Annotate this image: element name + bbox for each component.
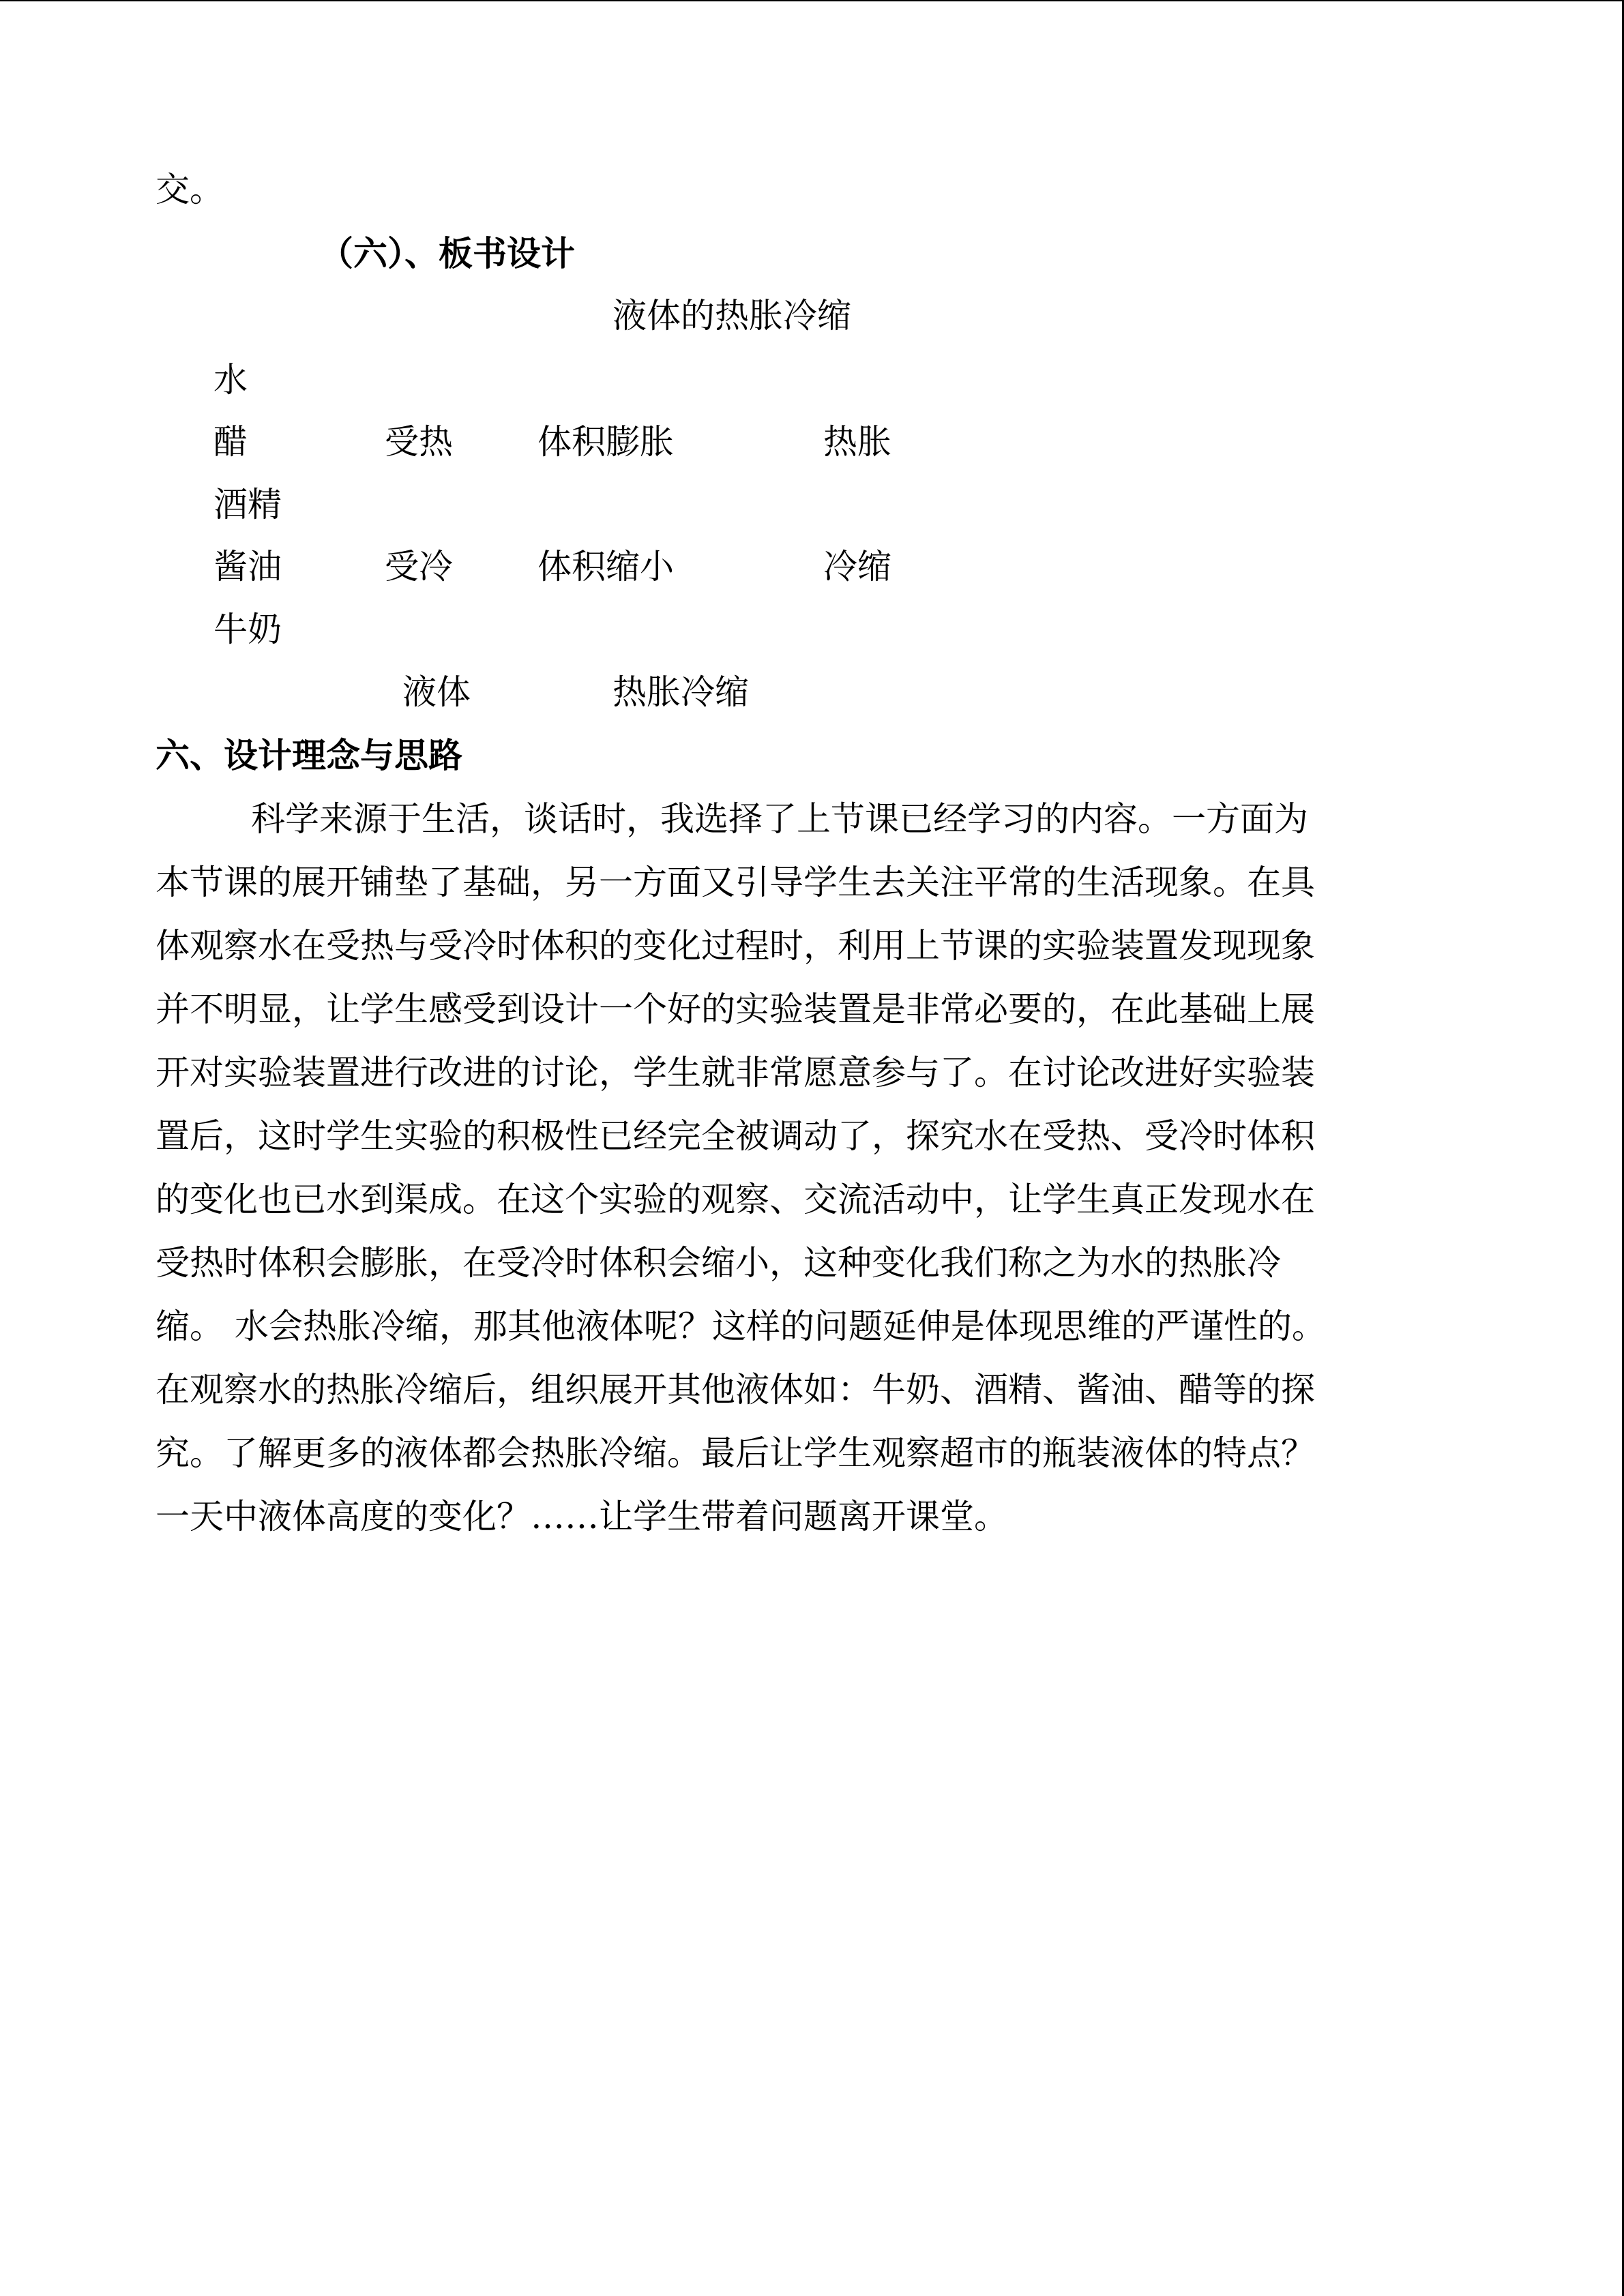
heat-condition: 受热: [385, 422, 453, 462]
paragraph-line: 并不明显，让学生感受到设计一个好的实验装置是非常必要的，在此基础上展: [156, 989, 1315, 1029]
liquid-vinegar: 醋: [213, 422, 248, 462]
section-six-heading: 六、设计理念与思路: [156, 735, 462, 775]
board-design-heading: （六）、板书设计: [319, 233, 575, 273]
liquid-water: 水: [213, 360, 248, 400]
board-design-title: 液体的热胀冷缩: [612, 296, 851, 336]
paragraph-line: 科学来源于生活，谈话时，我选择了上节课已经学习的内容。一方面为: [251, 799, 1308, 839]
summary-subject: 液体: [402, 672, 471, 712]
paragraph-line: 在观察水的热胀冷缩后，组织展开其他液体如：牛奶、酒精、酱油、醋等的探: [156, 1370, 1315, 1410]
paragraph-line: 究。了解更多的液体都会热胀冷缩。最后让学生观察超市的瓶装液体的特点？: [156, 1433, 1315, 1473]
paragraph-line: 受热时体积会膨胀，在受冷时体积会缩小，这种变化我们称之为水的热胀冷: [156, 1243, 1281, 1283]
liquid-alcohol: 酒精: [213, 485, 282, 524]
liquid-milk: 牛奶: [213, 610, 282, 649]
paragraph-line: 缩。 水会热胀冷缩，那其他液体呢？这样的问题延伸是体现思维的严谨性的。: [156, 1307, 1326, 1346]
heat-term: 热胀: [823, 422, 891, 462]
paragraph-line: 开对实验装置进行改进的讨论，学生就非常愿意参与了。在讨论改进好实验装: [156, 1053, 1315, 1092]
cold-term: 冷缩: [823, 547, 891, 586]
liquid-soy-sauce: 酱油: [213, 547, 282, 586]
heat-effect: 体积膨胀: [537, 422, 674, 462]
page-top-border: [0, 0, 1624, 1]
continuation-text: 交。: [156, 170, 224, 209]
cold-effect: 体积缩小: [537, 547, 674, 586]
paragraph-line: 体观察水在受热与受冷时体积的变化过程时，利用上节课的实验装置发现现象: [156, 926, 1315, 966]
paragraph-line: 一天中液体高度的变化？……让学生带着问题离开课堂。: [156, 1497, 1008, 1536]
cold-condition: 受冷: [385, 547, 453, 586]
paragraph-line: 置后，这时学生实验的积极性已经完全被调动了，探究水在受热、受冷时体积: [156, 1116, 1315, 1156]
paragraph-line: 本节课的展开铺垫了基础，另一方面又引导学生去关注平常的生活现象。在具: [156, 863, 1315, 902]
summary-conclusion: 热胀冷缩: [612, 672, 749, 712]
paragraph-line: 的变化也已水到渠成。在这个实验的观察、交流活动中，让学生真正发现水在: [156, 1180, 1315, 1219]
